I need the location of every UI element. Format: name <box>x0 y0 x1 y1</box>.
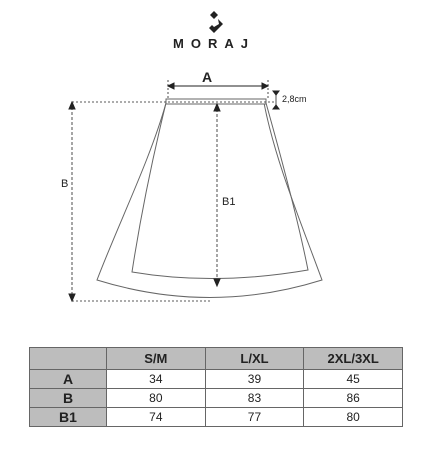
skirt-outer-outline <box>97 103 322 298</box>
table-cell: 74 <box>107 408 206 427</box>
row-label: A <box>30 370 107 389</box>
row-label: B1 <box>30 408 107 427</box>
label-a: A <box>201 69 213 85</box>
brand-name: MORAJ <box>173 36 255 51</box>
measure-b-arrow <box>69 102 75 301</box>
label-b: B <box>61 178 69 190</box>
table-cell: 45 <box>304 370 403 389</box>
measure-b1-arrow <box>214 104 220 286</box>
size-table <box>29 347 403 427</box>
table-row <box>30 408 403 427</box>
table-cell: 80 <box>107 389 206 408</box>
row-label: B <box>30 389 107 408</box>
measure-a-arrow <box>168 80 268 99</box>
table-cell: 77 <box>205 408 304 427</box>
table-cell: 83 <box>205 389 304 408</box>
table-header-cell: S/M <box>107 348 206 370</box>
label-b1: B1 <box>222 196 236 208</box>
table-header-row <box>30 348 403 370</box>
skirt-inner-outline <box>132 103 308 279</box>
table-row <box>30 370 403 389</box>
table-row <box>30 389 403 408</box>
waistband <box>166 99 266 104</box>
table-cell: 34 <box>107 370 206 389</box>
table-cell: 39 <box>205 370 304 389</box>
table-header-cell <box>30 348 107 370</box>
table-cell: 86 <box>304 389 403 408</box>
table-header-cell: L/XL <box>205 348 304 370</box>
table-header-cell: 2XL/3XL <box>304 348 403 370</box>
measure-waistband-arrow <box>273 91 279 109</box>
label-waistband-height: 2,8cm <box>282 94 307 104</box>
table-cell: 80 <box>304 408 403 427</box>
